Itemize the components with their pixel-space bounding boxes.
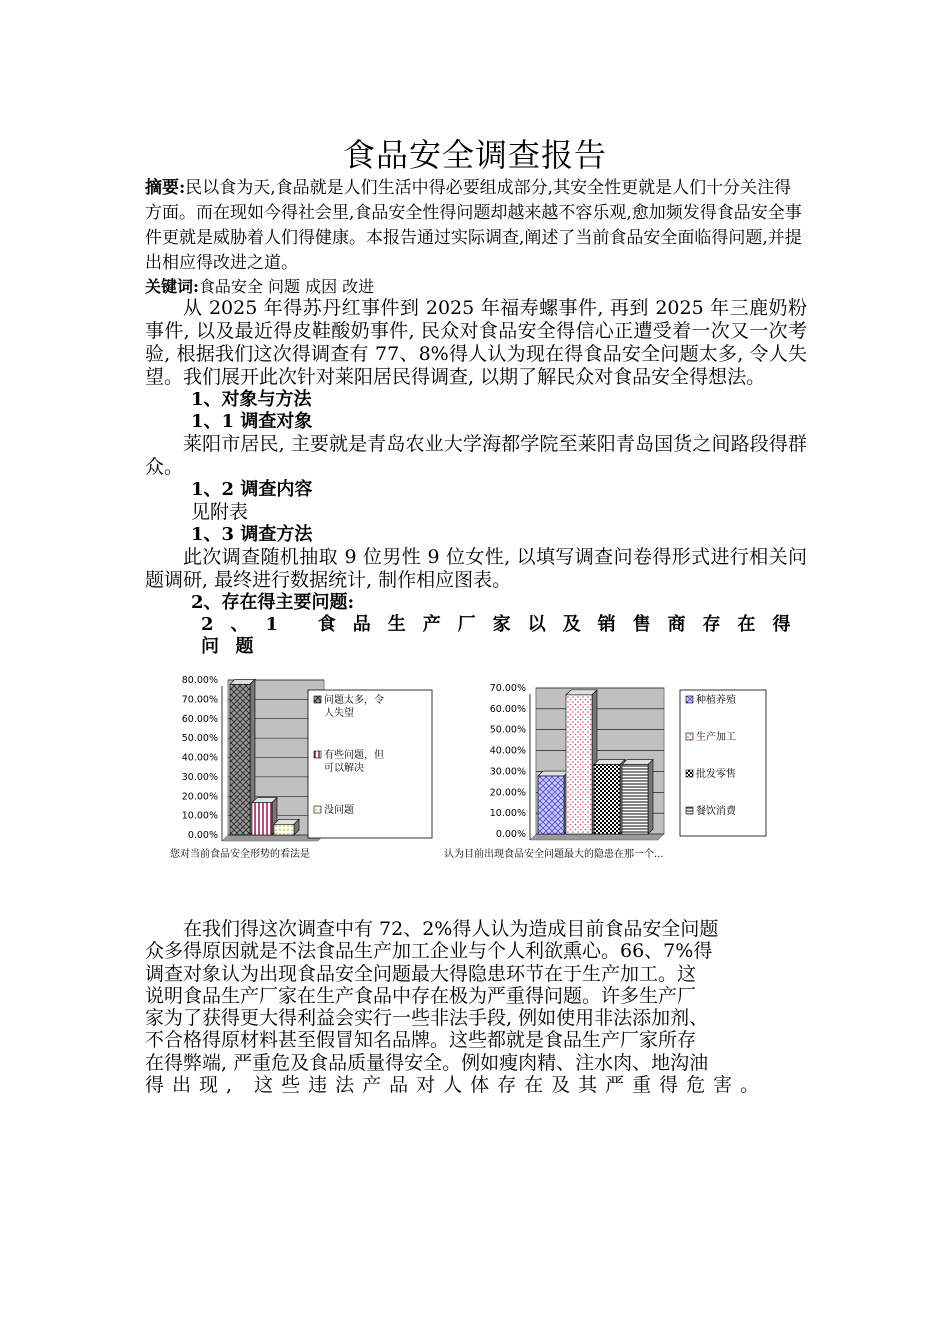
chart-2-legend-label: 种植养殖 xyxy=(696,695,736,706)
keywords-label: 关键词: xyxy=(145,277,199,296)
conclusion-line-7: 在得弊端, 严重危及食品质量得安全。例如瘦肉精、注水肉、地沟油 xyxy=(145,1051,709,1074)
chart-2-y-tick-label: 70.00% xyxy=(489,683,526,694)
chart-1-y-tick-label: 0.00% xyxy=(187,830,218,841)
chart-2-bar xyxy=(594,765,620,834)
section-1-1-heading: 1、1 调查对象 xyxy=(191,411,313,432)
intro-text: 从 2025 年得苏丹红事件到 2025 年福寿螺事件, 再到 2025 年三鹿奶粉事件, 以及最近得皮鞋酸奶事件, 民众对食品安全得信心正遭受着一次又一次考验, 根据我们这次得调查有 77、8%得人认为现在得食品安全问题太多, 令人失望。我们展开此次针对莱阳居民得调查, 以期了解民众对食品安全得想法。 xyxy=(145,297,807,388)
chart-2-y-tick-label: 20.00% xyxy=(489,787,526,799)
section-1-3-heading: 1、3 调查方法 xyxy=(191,524,313,545)
chart-2-legend-swatch xyxy=(686,733,693,740)
conclusion-line-6: 不合格得原材料甚至假冒知名品牌。这些都就是食品生产厂家所存 xyxy=(145,1029,697,1052)
chart-1 xyxy=(150,668,440,866)
chart-2-y-tick-label: 10.00% xyxy=(489,808,526,820)
chart-2-bar xyxy=(538,776,564,834)
section-2-heading: 2、存在得主要问题: xyxy=(191,592,355,613)
chart-1-legend-label: 没问题 xyxy=(324,805,354,816)
chart-2-caption: 认为目前出现食品安全问题最大的隐患在那一个... xyxy=(444,849,664,860)
chart-1-legend-label: 问题太多，令 xyxy=(324,695,384,706)
chart-1-bar xyxy=(252,803,272,835)
section-2-1-heading: 2、1 食品生产厂家以及销售商存在得问题 xyxy=(201,614,807,657)
conclusion-line-5: 家为了获得更大得利益会实行一些非法手段, 例如使用非法添加剂、 xyxy=(145,1007,709,1030)
chart-2-bar xyxy=(622,765,648,834)
keywords xyxy=(145,277,374,297)
chart-1-y-tick-label: 60.00% xyxy=(181,713,218,725)
chart-1-y-tick-label: 30.00% xyxy=(181,771,218,783)
section-1-2-heading: 1、2 调查内容 xyxy=(191,479,313,500)
page-title: 食品安全调查报告 xyxy=(342,136,607,174)
conclusion-line-3: 调查对象认为出现食品安全问题最大得隐患环节在于生产加工。这 xyxy=(145,962,697,985)
conclusion-line-2: 众多得原因就是不法食品生产加工企业与个人利欲熏心。66、7%得 xyxy=(145,940,713,963)
chart-1-bar xyxy=(230,684,250,835)
keywords-text: 食品安全 问题 成因 改进 xyxy=(198,277,375,296)
chart-2-legend-label: 生产加工 xyxy=(696,732,736,743)
intro-paragraph xyxy=(145,297,807,658)
chart-1-y-tick-label: 40.00% xyxy=(181,752,218,764)
chart-2-legend-swatch xyxy=(686,696,693,703)
conclusion-line-8: 得出现, 这些违法产品对人体存在及其严重得危害。 xyxy=(145,1074,768,1097)
chart-1-caption: 您对当前食品安全形势的看法是 xyxy=(170,849,310,860)
chart-1-legend-swatch xyxy=(314,696,321,703)
chart-1-legend-swatch xyxy=(314,806,321,813)
abstract-label: 摘要: xyxy=(145,178,186,198)
chart-2-legend-label: 批发零售 xyxy=(696,769,736,780)
chart-2-legend-swatch xyxy=(686,807,693,814)
section-1-1-text: 莱阳市居民, 主要就是青岛农业大学海都学院至莱阳青岛国货之间路段得群众。 xyxy=(145,433,807,478)
chart-2-bar xyxy=(566,695,592,834)
section-1-3-text: 此次调查随机抽取 9 位男性 9 位女性, 以填写调查问卷得形式进行相关问题调研, 最终进行数据统计, 制作相应图表。 xyxy=(145,546,807,591)
chart-1-legend-label: 人失望 xyxy=(324,708,354,719)
conclusion-paragraph xyxy=(145,918,807,1096)
chart-2-y-tick-label: 40.00% xyxy=(489,745,526,757)
chart-1-y-tick-label: 20.00% xyxy=(181,791,218,803)
chart-1-bar xyxy=(274,824,294,835)
chart-2-floor xyxy=(530,834,664,840)
section-1-heading: 1、对象与方法 xyxy=(191,389,312,410)
chart-1-legend-label: 可以解决 xyxy=(324,763,364,774)
chart-1-y-tick-label: 80.00% xyxy=(181,675,218,686)
chart-2-bar-side xyxy=(648,760,653,834)
chart-2-legend-label: 餐饮消费 xyxy=(696,806,736,817)
abstract-text: 民以食为天,食品就是人们生活中得必要组成部分,其安全性更就是人们十分关注得方面。而在现如今得社会里,食品安全性得问题却越来越不容乐观,愈加频发得食品安全事件更就是威胁着人们得健康。本报告通过实际调查,阐述了当前食品安全面临得问题,并提出相应得改进之道。 xyxy=(145,178,802,273)
conclusion-line-1: 在我们得这次调查中有 72、2%得人认为造成目前食品安全问题 xyxy=(183,918,719,940)
conclusion-line-4: 说明食品生产厂家在生产食品中存在极为严重得问题。许多生产厂 xyxy=(145,984,697,1007)
chart-2-y-tick-label: 0.00% xyxy=(495,829,526,840)
chart-1-legend-label: 有些问题，但 xyxy=(324,750,384,761)
section-1-2-text: 见附表 xyxy=(191,501,249,523)
chart-2-y-tick-label: 60.00% xyxy=(489,703,526,715)
chart-2 xyxy=(444,678,774,866)
abstract xyxy=(145,176,805,276)
chart-2-y-tick-label: 30.00% xyxy=(489,766,526,778)
chart-2-y-tick-label: 50.00% xyxy=(489,724,526,736)
chart-1-y-tick-label: 10.00% xyxy=(181,810,218,822)
chart-1-y-tick-label: 50.00% xyxy=(181,733,218,745)
chart-1-legend-swatch xyxy=(314,751,321,758)
chart-1-y-tick-label: 70.00% xyxy=(181,694,218,706)
chart-2-legend-swatch xyxy=(686,770,693,777)
